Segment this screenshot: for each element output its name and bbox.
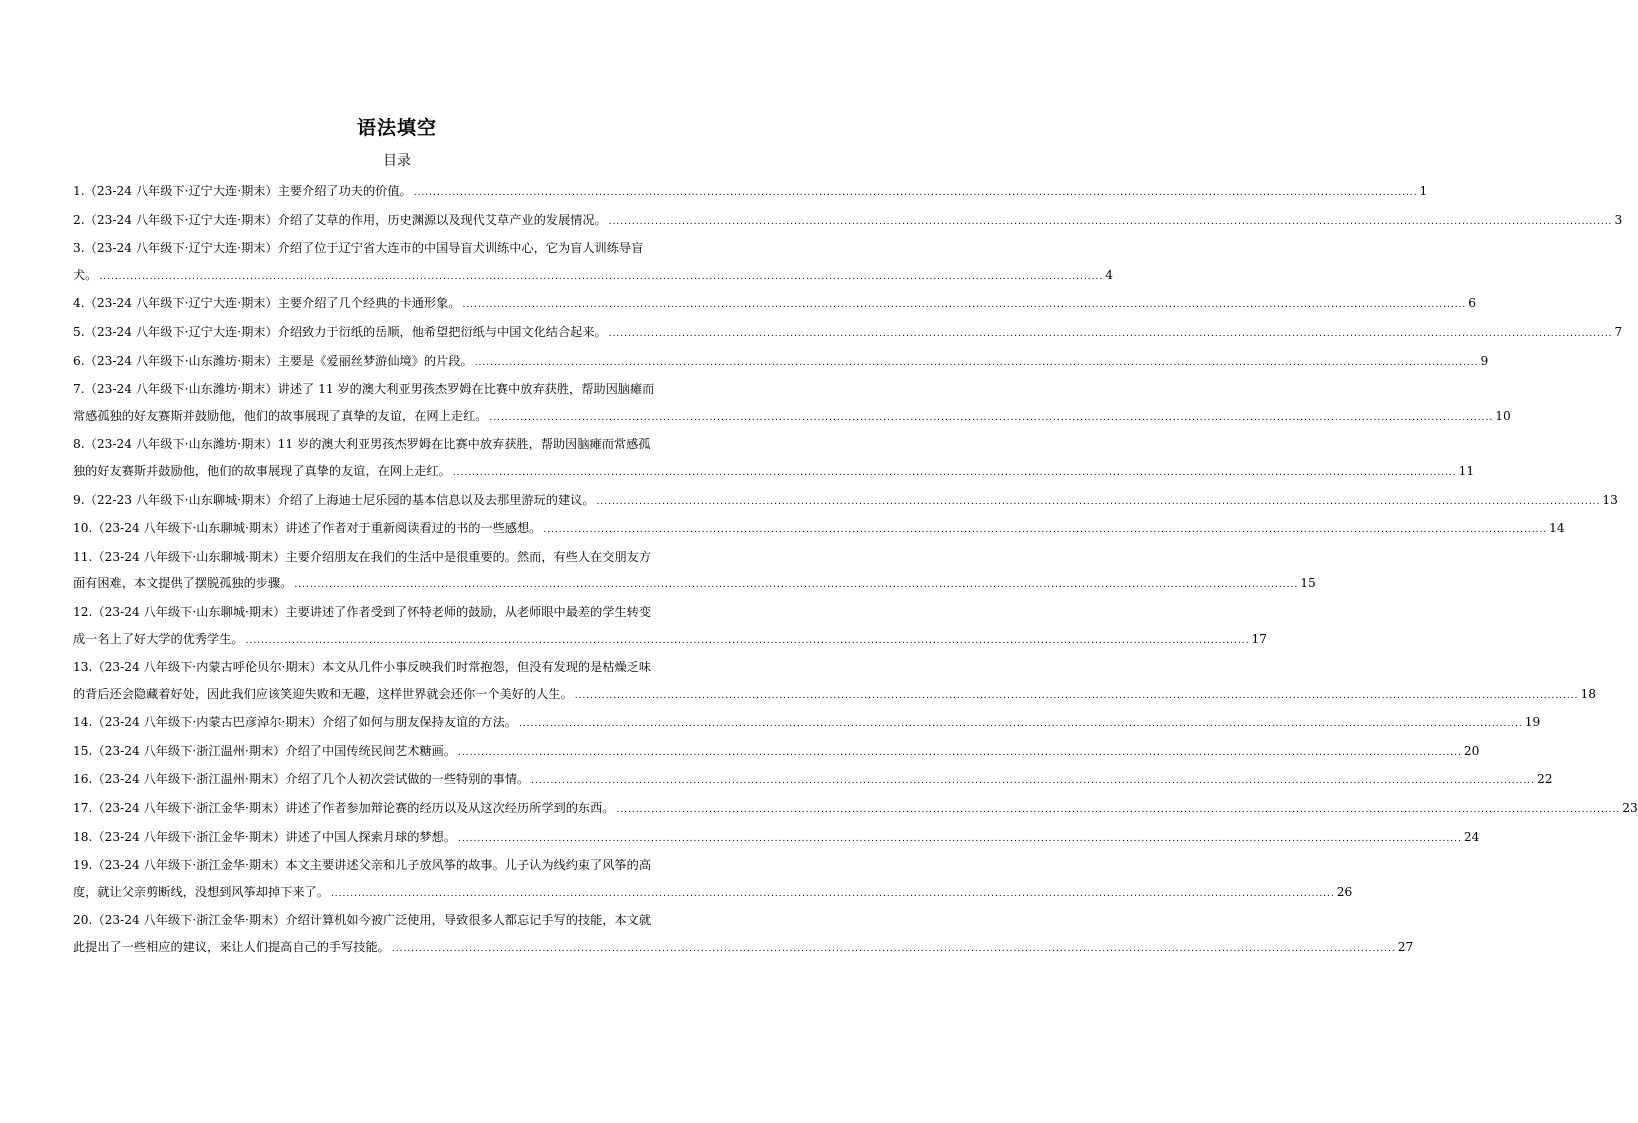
toc-page-number: 7 (1614, 324, 1623, 339)
toc-entry[interactable] (73, 599, 1267, 654)
toc-entry[interactable] (73, 795, 1638, 824)
toc-page-number: 13 (1602, 492, 1618, 507)
toc-entry[interactable] (73, 431, 1475, 486)
toc-page-number: 3 (1614, 212, 1623, 227)
toc-entry-text: 成一名上了好大学的优秀学生。 (73, 631, 244, 646)
dot-leader: .................................................................................................................................................................................................................................................................... (413, 188, 1418, 198)
toc-entry[interactable] (73, 290, 1477, 319)
toc-entry[interactable] (73, 738, 1480, 767)
toc-entry[interactable] (73, 852, 1353, 907)
toc-entry-text: 的背后还会隐藏着好处，因此我们应该笑迎失败和无趣，这样世界就会还你一个美好的人生。 (73, 686, 573, 701)
toc-entry-text: 5.（23-24 八年级下·辽宁大连·期末）介绍致力于衍纸的岳顺，他希望把衍纸与中国文化结合起来。 (73, 324, 607, 339)
toc-page-number: 17 (1251, 631, 1267, 646)
toc-page-number: 27 (1397, 940, 1414, 955)
toc-page-number: 26 (1336, 884, 1353, 899)
toc-entry[interactable] (73, 235, 1113, 290)
toc-entry[interactable] (73, 376, 1511, 431)
dot-leader: .................................................................................................................................................................................................................................................................... (608, 216, 1613, 227)
dot-leader: .................................................................................................................................................................................................................................................................... (99, 271, 1104, 282)
toc-entry[interactable] (73, 515, 1565, 544)
dot-leader: .................................................................................................................................................................................................................................................................... (608, 328, 1613, 339)
toc-entry[interactable] (73, 544, 1316, 599)
toc-entry[interactable] (73, 319, 1623, 348)
toc-entry-text: 8.（23-24 八年级下·山东潍坊·期末）11 岁的澳大利亚男孩杰罗姆在比赛中放弃获胜，帮助因脑瘫而常感孤 (73, 437, 651, 452)
toc-entry-text: 4.（23-24 八年级下·辽宁大连·期末）主要介绍了几个经典的卡通形象。 (73, 296, 461, 311)
toc-page-number: 18 (1580, 686, 1597, 701)
dot-leader: .................................................................................................................................................................................................................................................................... (462, 300, 1467, 311)
dot-leader: .................................................................................................................................................................................................................................................................... (489, 412, 1494, 423)
toc-page-number: 11 (1458, 463, 1475, 478)
toc-entry-text: 14.（23-24 八年级下·内蒙古巴彦淖尔·期末）介绍了如何与朋友保持友谊的方法。 (73, 715, 517, 730)
toc-page-number: 6 (1468, 296, 1477, 311)
toc-entry-text: 13.（23-24 八年级下·内蒙古呼伦贝尔·期末）本文从几件小事反映我们时常抱怨，但没有发现的是枯燥乏味 (73, 660, 652, 675)
toc-entry[interactable] (73, 178, 1428, 207)
toc-page-number: 9 (1480, 353, 1489, 368)
dot-leader: .................................................................................................................................................................................................................................................................... (531, 776, 1535, 787)
dot-leader: .................................................................................................................................................................................................................................................................... (452, 467, 1457, 478)
toc-entry-text: 18.（23-24 八年级下·浙江金华·期末）讲述了中国人探索月球的梦想。 (73, 829, 457, 844)
toc-entry-text: 11.（23-24 八年级下·山东聊城·期末）主要介绍朋友在我们的生活中是很重要的。然而，有些人在交朋友方 (73, 549, 652, 564)
dot-leader: .................................................................................................................................................................................................................................................................... (391, 944, 1396, 955)
toc-page-number: 10 (1495, 408, 1511, 423)
toc-entry-text: 16.（23-24 八年级下·浙江温州·期末）介绍了几个人初次尝试做的一些特别的事情。 (73, 772, 530, 787)
dot-leader: .................................................................................................................................................................................................................................................................... (543, 525, 1548, 536)
dot-leader: .................................................................................................................................................................................................................................................................... (294, 580, 1299, 591)
toc-entry-text: 度，就让父亲剪断线，没想到风筝却掉下来了。 (73, 884, 329, 899)
toc-entry-text: 7.（23-24 八年级下·山东潍坊·期末）讲述了 11 岁的澳大利亚男孩杰罗姆在比赛中放弃获胜，帮助因脑瘫而 (73, 382, 655, 397)
toc-entry[interactable] (73, 487, 1618, 516)
toc-page-number: 23 (1622, 801, 1638, 816)
toc-entry[interactable] (73, 709, 1541, 738)
toc-entry-text: 20.（23-24 八年级下·浙江金华·期末）介绍计算机如今被广泛使用，导致很多人都忘记手写的技能，本文就 (73, 913, 652, 928)
toc-entry-text: 3.（23-24 八年级下·辽宁大连·期末）介绍了位于辽宁省大连市的中国导盲犬训练中心，它为盲人训练导盲 (73, 241, 644, 256)
table-of-contents (73, 178, 1638, 963)
dot-leader: .................................................................................................................................................................................................................................................................... (616, 805, 1621, 816)
toc-entry-text: 17.（23-24 八年级下·浙江金华·期末）讲述了作者参加辩论赛的经历以及从这次经历所学到的东西。 (73, 801, 615, 816)
toc-entry[interactable] (73, 766, 1553, 795)
dot-leader: .................................................................................................................................................................................................................................................................... (245, 635, 1250, 646)
toc-entry-text: 独的好友赛斯并鼓励他，他们的故事展现了真挚的友谊，在网上走红。 (73, 463, 451, 478)
toc-entry-text: 常感孤独的好友赛斯并鼓励他，他们的故事展现了真挚的友谊，在网上走红。 (73, 408, 488, 423)
toc-page-number: 4 (1105, 267, 1113, 282)
dot-leader: .................................................................................................................................................................................................................................................................... (474, 357, 1479, 368)
dot-leader: .................................................................................................................................................................................................................................................................... (458, 833, 1462, 844)
toc-entry[interactable] (73, 207, 1623, 236)
toc-page-number: 1 (1419, 184, 1428, 198)
toc-entry[interactable] (73, 348, 1489, 377)
toc-page-number: 14 (1549, 521, 1565, 536)
toc-entry-text: 15.（23-24 八年级下·浙江温州·期末）介绍了中国传统民间艺术糖画。 (73, 743, 457, 758)
page-title: 语法填空 (356, 117, 437, 139)
toc-page-number: 19 (1524, 715, 1541, 730)
toc-entry-text: 12.（23-24 八年级下·山东聊城·期末）主要讲述了作者受到了怀特老师的鼓励，从老师眼中最差的学生转变 (73, 604, 652, 619)
dot-leader: .................................................................................................................................................................................................................................................................... (518, 719, 1523, 730)
toc-entry-text: 9.（22-23 八年级下·山东聊城·期末）介绍了上海迪士尼乐园的基本信息以及去那里游玩的建议。 (73, 492, 595, 507)
toc-entry[interactable] (73, 654, 1597, 709)
toc-page-number: 15 (1300, 576, 1316, 591)
toc-page-number: 22 (1536, 772, 1553, 787)
dot-leader: .................................................................................................................................................................................................................................................................... (574, 690, 1579, 701)
dot-leader: .................................................................................................................................................................................................................................................................... (596, 496, 1601, 507)
toc-page-number: 20 (1463, 743, 1480, 758)
toc-page-number: 24 (1463, 829, 1480, 844)
dot-leader: .................................................................................................................................................................................................................................................................... (458, 747, 1462, 758)
toc-entry-text: 面有困难，本文提供了摆脱孤独的步骤。 (73, 576, 293, 591)
toc-entry-text: 1.（23-24 八年级下·辽宁大连·期末）主要介绍了功夫的价值。 (73, 184, 412, 198)
toc-entry-text: 6.（23-24 八年级下·山东潍坊·期末）主要是《爱丽丝梦游仙境》的片段。 (73, 353, 473, 368)
toc-entry-text: 2.（23-24 八年级下·辽宁大连·期末）介绍了艾草的作用，历史渊源以及现代艾草产业的发展情况。 (73, 212, 607, 227)
dot-leader: .................................................................................................................................................................................................................................................................... (330, 888, 1335, 899)
toc-entry-text: 犬。 (73, 267, 98, 282)
toc-entry[interactable] (73, 907, 1414, 962)
toc-entry-text: 10.（23-24 八年级下·山东聊城·期末）讲述了作者对于重新阅读看过的书的一些感想。 (73, 521, 542, 536)
toc-entry-text: 此提出了一些相应的建议，来让人们提高自己的手写技能。 (73, 940, 390, 955)
toc-entry-text: 19.（23-24 八年级下·浙江金华·期末）本文主要讲述父亲和儿子放风筝的故事。儿子认为线约束了风筝的高 (73, 858, 652, 873)
toc-entry[interactable] (73, 824, 1480, 853)
toc-heading: 目录 (383, 153, 411, 169)
